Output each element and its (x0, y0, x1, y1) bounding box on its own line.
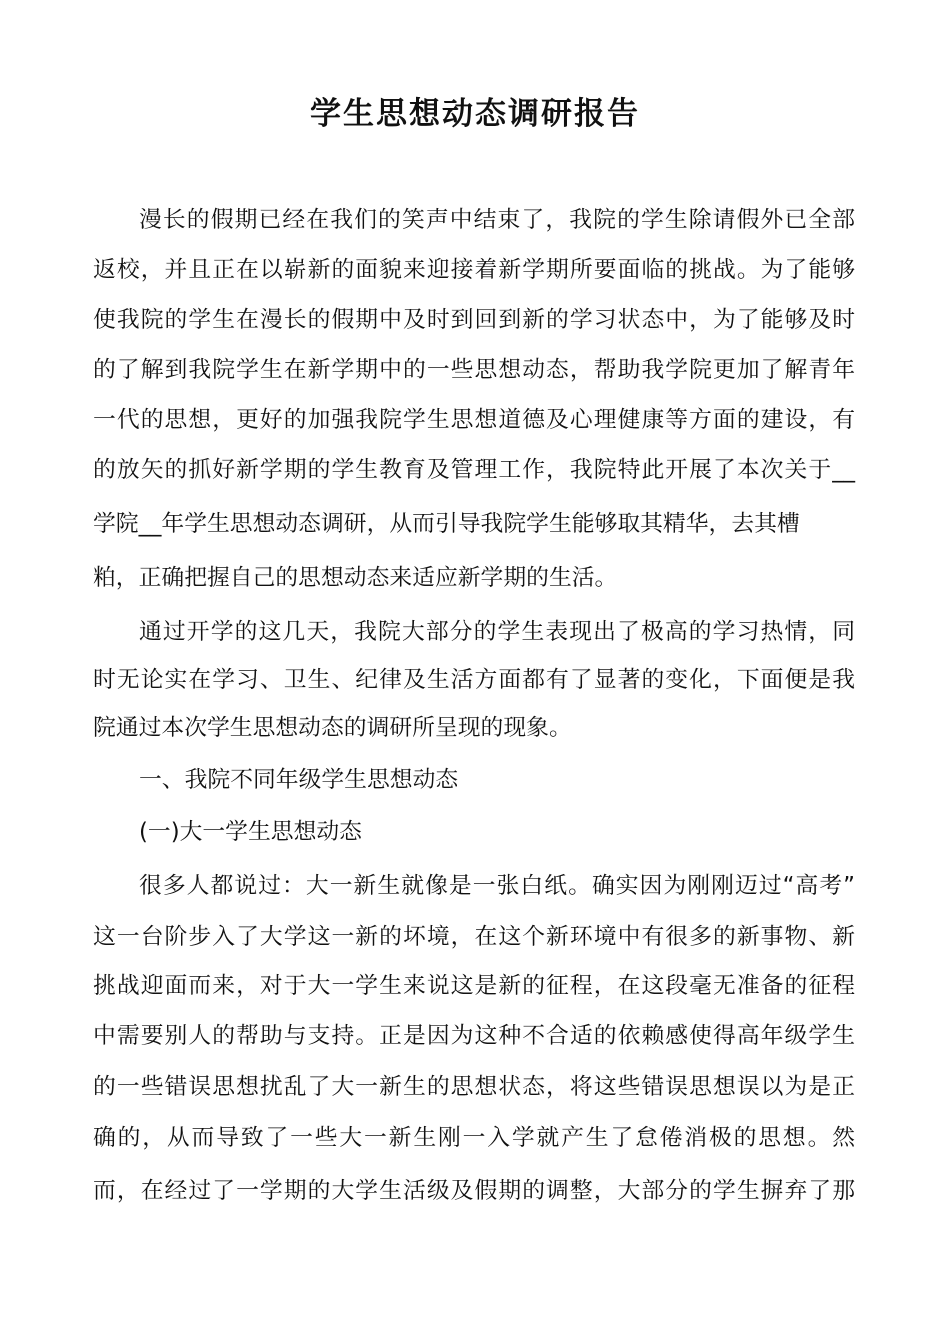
paragraph-line: 的放矢的抓好新学期的学生教育及管理工作，我院特此开展了本次关于__ (93, 457, 855, 483)
paragraph-line: 的一些错误思想扰乱了大一新生的思想状态，将这些错误思想误以为是正 (93, 1074, 855, 1100)
paragraph-line: 粕，正确把握自己的思想动态来适应新学期的生活。 (93, 565, 618, 591)
paragraph-line: 而，在经过了一学期的大学生活级及假期的调整，大部分的学生摒弃了那 (93, 1178, 855, 1204)
paragraph-line: 时无论实在学习、卫生、纪律及生活方面都有了显著的变化，下面便是我 (93, 667, 855, 693)
paragraph-line: 确的，从而导致了一些大一新生刚一入学就产生了怠倦消极的思想。然 (93, 1125, 855, 1151)
paragraph-line: 返校，并且正在以崭新的面貌来迎接着新学期所要面临的挑战。为了能够 (93, 257, 855, 283)
paragraph-line: 通过开学的这几天，我院大部分的学生表现出了极高的学习热情，同 (139, 619, 855, 645)
document-title: 学生思想动态调研报告 (310, 96, 640, 132)
paragraph-line: 中需要别人的帮助与支持。正是因为这种不合适的依赖感使得高年级学生 (93, 1023, 855, 1049)
paragraph-line: 使我院的学生在漫长的假期中及时到回到新的学习状态中，为了能够及时 (93, 307, 855, 333)
section-heading: 一、我院不同年级学生思想动态 (139, 767, 459, 793)
paragraph-line: 一代的思想，更好的加强我院学生思想道德及心理健康等方面的建设，有 (93, 407, 855, 433)
paragraph-line: 漫长的假期已经在我们的笑声中结束了，我院的学生除请假外已全部 (139, 207, 855, 233)
paragraph-line: 的了解到我院学生在新学期中的一些思想动态，帮助我学院更加了解青年 (93, 357, 855, 383)
paragraph-line: 院通过本次学生思想动态的调研所呈现的现象。 (93, 715, 572, 741)
paragraph-line: 挑战迎面而来，对于大一学生来说这是新的征程，在这段毫无准备的征程 (93, 973, 855, 999)
subsection-heading: (一)大一学生思想动态 (139, 819, 362, 845)
paragraph-line: 很多人都说过：大一新生就像是一张白纸。确实因为刚刚迈过“高考” (139, 873, 855, 899)
paragraph-line: 这一台阶步入了大学这一新的坏境，在这个新环境中有很多的新事物、新 (93, 924, 855, 950)
paragraph-line: 学院__年学生思想动态调研，从而引导我院学生能够取其精华，去其槽 (93, 511, 800, 537)
